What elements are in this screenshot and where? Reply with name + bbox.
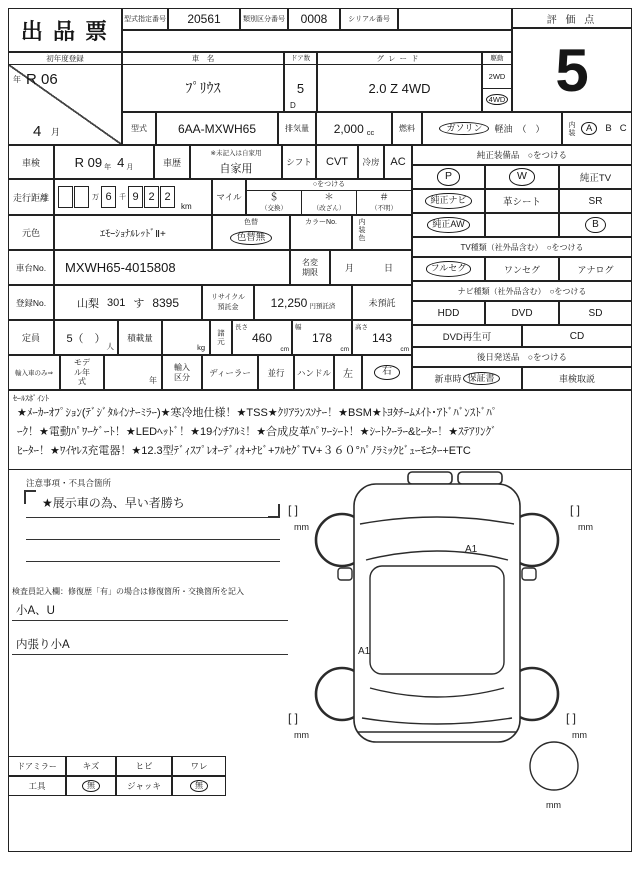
first-registration-label: 初年度登録 xyxy=(9,53,121,65)
tv-oneseg: ワンセグ xyxy=(485,257,559,281)
shift-label: シフト xyxy=(282,145,316,179)
shaken-month: 4 xyxy=(117,154,125,170)
color-change-value-wrap xyxy=(213,227,289,249)
model-year-unit: 年 xyxy=(149,376,157,385)
registration-class: 301 xyxy=(106,296,126,309)
original-color-label: 元色 xyxy=(8,215,54,250)
car-diagram xyxy=(282,470,632,850)
form-title: 出 品 票 xyxy=(8,8,122,52)
interior-grade-a-circled: A xyxy=(581,122,597,136)
later-shipment-header: 後日発送品 ○をつける xyxy=(412,347,632,367)
color-change-cell xyxy=(212,215,290,250)
bracket-bottom-left: [ ] xyxy=(288,711,299,725)
dim-height-label: 高さ xyxy=(355,324,368,331)
empty-strip xyxy=(122,30,512,52)
capacity-label: 定員 xyxy=(8,320,54,355)
chassis-no-value: MXWH65-4015808 xyxy=(65,260,176,275)
import-dealer: ディーラー xyxy=(202,355,258,390)
tools-mark-cell xyxy=(66,776,116,796)
registration-area: 山梨 xyxy=(76,297,99,310)
navi-hdd: HDD xyxy=(412,301,485,325)
sales-line-3: ﾋｰﾀｰ！★ﾜｲﾔﾚｽ充電器！★12.3型ﾃﾞｨｽﾌﾟﾚｵｰﾃﾞｨｵ+ﾅﾋﾞ+ﾌﾙｾｸﾞTV+３６０°ﾊﾟﾉﾗﾐｯｸﾋﾞｭｰﾓﾆﾀｰ+ETC xyxy=(17,445,471,457)
interior-grade-b: B xyxy=(605,123,612,134)
spare-tire-circle xyxy=(530,742,578,790)
warranty-circled: 保証書 xyxy=(463,372,500,385)
displacement-value: 2,000 xyxy=(333,121,364,136)
import-parallel: 並行 xyxy=(258,355,294,390)
tv-fullseg xyxy=(412,257,485,281)
mark-tampered-word: （改ざん） xyxy=(312,205,346,212)
dim-width-value: 178 xyxy=(311,330,333,345)
equip-oem-tv: 純正TV xyxy=(559,165,632,189)
equip-oem-aw xyxy=(412,213,485,237)
doors-value: 5 xyxy=(296,80,305,96)
fuel-label: 燃料 xyxy=(392,112,422,145)
ac-label: 冷房 xyxy=(358,145,384,179)
doors-label: ドア数 xyxy=(285,53,316,65)
registration-kana: す xyxy=(133,297,145,310)
recycle-amount-cell xyxy=(254,285,352,320)
history-value: 自家用 xyxy=(219,162,253,175)
interior-grade-c: C xyxy=(619,123,627,134)
bracket-top-left: [ ] xyxy=(288,503,299,517)
equip-empty-cell xyxy=(485,213,559,237)
damage-mark-a1-rear: A1 xyxy=(358,646,371,657)
notes-line-1 xyxy=(26,517,268,518)
load-label: 積載量 xyxy=(118,320,162,355)
dvd-playable: DVD再生可 xyxy=(412,325,522,347)
sales-line-2: ｰｸ！★電動ﾊﾟﾜｰｹﾞｰﾄ！★LEDﾍｯﾄﾞ！★19ｲﾝﾁｱﾙﾐ！★合成皮革ﾊﾟﾜｰｼｰﾄ！★ｼｰﾄｸｰﾗｰ&ﾋｰﾀｰ！★ｽﾃｱﾘﾝｸﾞ xyxy=(17,426,497,438)
model-year-value-cell xyxy=(104,355,162,390)
fuel-value-cell xyxy=(422,112,562,145)
recycle-amount-unit: 円預託済 xyxy=(309,303,336,310)
notes-line-3 xyxy=(26,561,280,562)
sales-points-label: ｾｰﾙｽﾎﾟｲﾝﾄ xyxy=(13,394,49,403)
scratch-label: キズ xyxy=(66,756,116,776)
mark-unknown-word: （不明） xyxy=(371,205,397,212)
navi-dvd: DVD xyxy=(485,301,559,325)
registration-no-value-cell xyxy=(54,285,202,320)
notes-text: ★展示車の為、早い者勝ち xyxy=(42,496,185,510)
drive-4wd-cell xyxy=(483,89,511,112)
mileage-digit-box: 2 xyxy=(144,186,159,208)
inspector-line-1: 小A、U xyxy=(16,605,55,617)
model-year-label-cell xyxy=(60,355,104,390)
inspector-underline-1 xyxy=(12,620,288,621)
grade-box xyxy=(317,52,482,112)
shaken-year: R 09 xyxy=(74,154,103,170)
roof-panel xyxy=(370,566,504,674)
notes-line-2 xyxy=(26,539,280,540)
rename-deadline-label: 名変期限 xyxy=(302,257,318,277)
navi-sd: SD xyxy=(559,301,632,325)
mm-bottom-left: mm xyxy=(294,730,309,740)
mm-top-left: mm xyxy=(294,522,309,532)
equip-b-circled: B xyxy=(585,217,606,234)
displacement-unit: cc xyxy=(366,128,375,137)
break-label: ワレ xyxy=(172,756,226,776)
mark-unknown xyxy=(357,191,411,214)
interior-color-label: 内装色 xyxy=(358,218,365,242)
notes-close-bracket xyxy=(268,504,280,518)
mark-exchange xyxy=(247,191,301,214)
dim-length-unit: cm xyxy=(280,346,289,353)
mileage-unit: km xyxy=(181,202,192,211)
doors-box xyxy=(284,52,317,112)
marks-header: ○をつける xyxy=(247,180,411,191)
color-change-label: 色替 xyxy=(244,219,258,226)
handle-label: ハンドル xyxy=(294,355,334,390)
dim-length-value: 460 xyxy=(251,330,273,345)
tv-type-header: TV種類（社外品含む） ○をつける xyxy=(412,237,632,257)
cd: CD xyxy=(522,325,632,347)
sales-points-band xyxy=(8,390,632,470)
mileage-digit-box xyxy=(58,186,73,208)
tv-analog: アナログ xyxy=(559,257,632,281)
first-registration-box xyxy=(8,52,122,145)
shaken-year-unit: 年 xyxy=(104,164,112,171)
reg-month-value: 4 xyxy=(33,123,42,140)
class-no-label: 類別区分番号 xyxy=(240,8,288,30)
shaken-label: 車検 xyxy=(8,145,54,179)
mark-exchange-symbol: ＄ xyxy=(269,192,279,203)
recycle-label-1: リサイクル xyxy=(210,294,246,302)
interior-label: 内装 xyxy=(568,120,575,137)
model-label: 型式 xyxy=(122,112,156,145)
dim-length-cell xyxy=(232,320,292,355)
registration-no-label: 登録No. xyxy=(8,285,54,320)
mileage-sen-unit: 千 xyxy=(119,194,126,201)
chassis-no-value-cell xyxy=(54,250,290,285)
navi-type-header: ナビ種類（社外品含む） ○をつける xyxy=(412,281,632,301)
mileage-value-cell xyxy=(54,179,212,215)
jack-label: ジャッキ xyxy=(116,776,172,796)
inspector-label: 検査員記入欄：修復歴「有」の場合は修復箇所・交換箇所を記入 xyxy=(12,587,244,596)
serial-value xyxy=(398,8,512,30)
interior-color-cell xyxy=(352,215,412,250)
equipment-header: 純正装備品 ○をつける xyxy=(412,145,632,165)
registration-number: 8395 xyxy=(152,295,180,310)
fuel-gasoline-circled: ガソリン xyxy=(439,122,489,135)
mirror-right xyxy=(522,568,536,580)
rename-deadline-value: 月 日 xyxy=(330,250,412,285)
displacement-label: 排気量 xyxy=(278,112,316,145)
mileage-man-unit: 万 xyxy=(92,194,99,201)
recycle-label-2: 預託金 xyxy=(217,303,239,311)
equip-p-circled: P xyxy=(437,168,460,185)
front-bumper-left xyxy=(408,472,452,484)
jack-mark-cell xyxy=(172,776,226,796)
reg-year-value: R 06 xyxy=(26,71,58,88)
equip-aw-circled: 純正AW xyxy=(427,217,469,232)
recycle-none: 未預託 xyxy=(352,285,412,320)
shaken-value-cell xyxy=(54,145,154,179)
fuel-paren: （ ） xyxy=(517,124,545,134)
model-code-value: 20561 xyxy=(168,8,240,30)
inspector-underline-2 xyxy=(12,654,288,655)
dim-width-unit: cm xyxy=(340,346,349,353)
bracket-top-right: [ ] xyxy=(570,503,581,517)
ac-value: AC xyxy=(384,145,412,179)
dim-height-value: 143 xyxy=(371,330,393,345)
recycle-label-cell xyxy=(202,285,254,320)
jack-none-circled: 無 xyxy=(190,780,208,792)
mm-top-right: mm xyxy=(578,522,593,532)
first-registration-content xyxy=(9,65,121,144)
import-type-label-cell xyxy=(162,355,202,390)
mark-unknown-symbol: ＃ xyxy=(379,192,389,203)
dim-width-label: 幅 xyxy=(295,324,302,331)
handle-right-cell xyxy=(362,355,412,390)
spec-label: 諸元 xyxy=(216,329,226,346)
notes-open-bracket xyxy=(24,490,36,504)
serial-label: シリアル番号 xyxy=(340,8,398,30)
capacity-value: 5（ ） xyxy=(66,332,106,345)
color-no-cell xyxy=(290,215,352,250)
door-mirror-label: ドアミラー xyxy=(8,756,66,776)
drive-box xyxy=(482,52,512,112)
import-only-label: 輸入車のみ⇒ xyxy=(8,355,60,390)
rename-deadline-label-cell xyxy=(290,250,330,285)
tools-label: 工具 xyxy=(8,776,66,796)
front-bumper-right xyxy=(458,472,502,484)
capacity-value-cell xyxy=(54,320,118,355)
mark-tampered-symbol: ＊ xyxy=(324,192,334,203)
mileage-digit-box: 9 xyxy=(128,186,143,208)
warranty-book-cell xyxy=(412,367,522,390)
tools-none-circled: 無 xyxy=(82,780,100,792)
mark-exchange-word: （交換） xyxy=(261,205,287,212)
mm-spare: mm xyxy=(546,800,561,810)
grade-value: 2.0 Z 4WD xyxy=(368,80,431,96)
car-name-label: 車 名 xyxy=(123,53,283,65)
mark-tampered xyxy=(301,191,357,214)
drive-label: 駆動 xyxy=(483,53,511,65)
history-cell xyxy=(190,145,282,179)
recycle-amount: 12,250 xyxy=(270,295,308,310)
chassis-no-label: 車台No. xyxy=(8,250,54,285)
dim-length-label: 長さ xyxy=(235,324,248,331)
history-label: 車歴 xyxy=(154,145,190,179)
equip-b xyxy=(559,213,632,237)
equip-power-window xyxy=(485,165,559,189)
score-label: 評 価 点 xyxy=(512,8,632,28)
grade-label: グレード xyxy=(318,53,481,65)
damage-mark-a1-front: A1 xyxy=(465,544,478,555)
manual-cell: 車検取説 xyxy=(522,367,632,390)
capacity-unit: 人 xyxy=(106,342,114,351)
equip-sunroof: SR xyxy=(559,189,632,213)
load-unit: kg xyxy=(197,343,205,352)
reg-year-unit: 年 xyxy=(13,75,21,84)
drive-2wd: 2WD xyxy=(483,65,511,89)
equip-leather-seat: 革シート xyxy=(485,189,559,213)
mileage-digit-box: 2 xyxy=(160,186,175,208)
tv-fullseg-circled: フルセグ xyxy=(426,261,472,276)
import-type-label: 輸入区分 xyxy=(174,362,190,382)
load-value-cell xyxy=(162,320,210,355)
handle-left: 左 xyxy=(334,355,362,390)
car-name-box xyxy=(122,52,284,112)
mileage-digit-box: 6 xyxy=(101,186,116,208)
original-color-value: ｴﾓｰｼｮﾅﾙﾚｯﾄﾞⅡ+ xyxy=(54,215,212,250)
mileage-digit-box xyxy=(74,186,89,208)
displacement-value-cell xyxy=(316,112,392,145)
class-no-value: 0008 xyxy=(288,8,340,30)
history-note: ※未記入は自家用 xyxy=(210,150,262,157)
model-value: 6AA-MXWH65 xyxy=(156,112,278,145)
inspector-line-2: 内張り小A xyxy=(16,639,70,651)
notes-label: 注意事項・不具合箇所 xyxy=(26,478,112,488)
shaken-month-unit: 月 xyxy=(126,164,134,171)
interior-grade-box xyxy=(562,112,632,145)
warranty-prefix: 新車時 xyxy=(434,374,462,384)
fuel-diesel: 軽油 xyxy=(494,124,513,134)
color-change-none-circled: 色替無 xyxy=(230,231,273,245)
bracket-bottom-right: [ ] xyxy=(566,711,577,725)
sales-line-1: ★ﾒｰｶｰｵﾌﾟｼｮﾝ(ﾃﾞｼﾞﾀﾙｲﾝﾅｰﾐﾗｰ)★寒冷地仕様！★TSS★ｸﾘｱﾗﾝｽｿﾅｰ！★BSM★ﾄﾖﾀﾁｰﾑﾒｲﾄ･ｱﾄﾞﾊﾞﾝｽﾄﾞﾊﾟ xyxy=(17,407,498,419)
mirror-left xyxy=(338,568,352,580)
equip-oem-navi xyxy=(412,189,485,213)
equip-power-steering xyxy=(412,165,485,189)
model-code-label: 型式指定番号 xyxy=(122,8,168,30)
reg-month-unit: 月 xyxy=(51,127,61,137)
drive-4wd-circled: 4WD xyxy=(486,94,509,105)
color-no-label: カラーNo. xyxy=(305,219,337,226)
spec-label-cell xyxy=(210,320,232,355)
doors-sub: D xyxy=(290,101,296,110)
handle-right-circled: 右 xyxy=(374,365,400,380)
car-name-value: ﾌﾟﾘｳｽ xyxy=(185,80,221,96)
mm-bottom-right: mm xyxy=(572,730,587,740)
mile-label: マイル xyxy=(212,179,246,215)
dim-width-cell xyxy=(292,320,352,355)
equip-navi-circled: 純正ナビ xyxy=(425,193,471,208)
mileage-marks-cell xyxy=(246,179,412,215)
mileage-label: 走行距離 xyxy=(8,179,54,215)
dim-height-cell xyxy=(352,320,412,355)
model-year-label: モデル年式 xyxy=(74,358,90,387)
dim-height-unit: cm xyxy=(400,346,409,353)
equip-w-circled: W xyxy=(509,168,535,185)
shift-value: CVT xyxy=(316,145,358,179)
crack-label: ヒビ xyxy=(116,756,172,776)
score-value: 5 xyxy=(512,28,632,112)
